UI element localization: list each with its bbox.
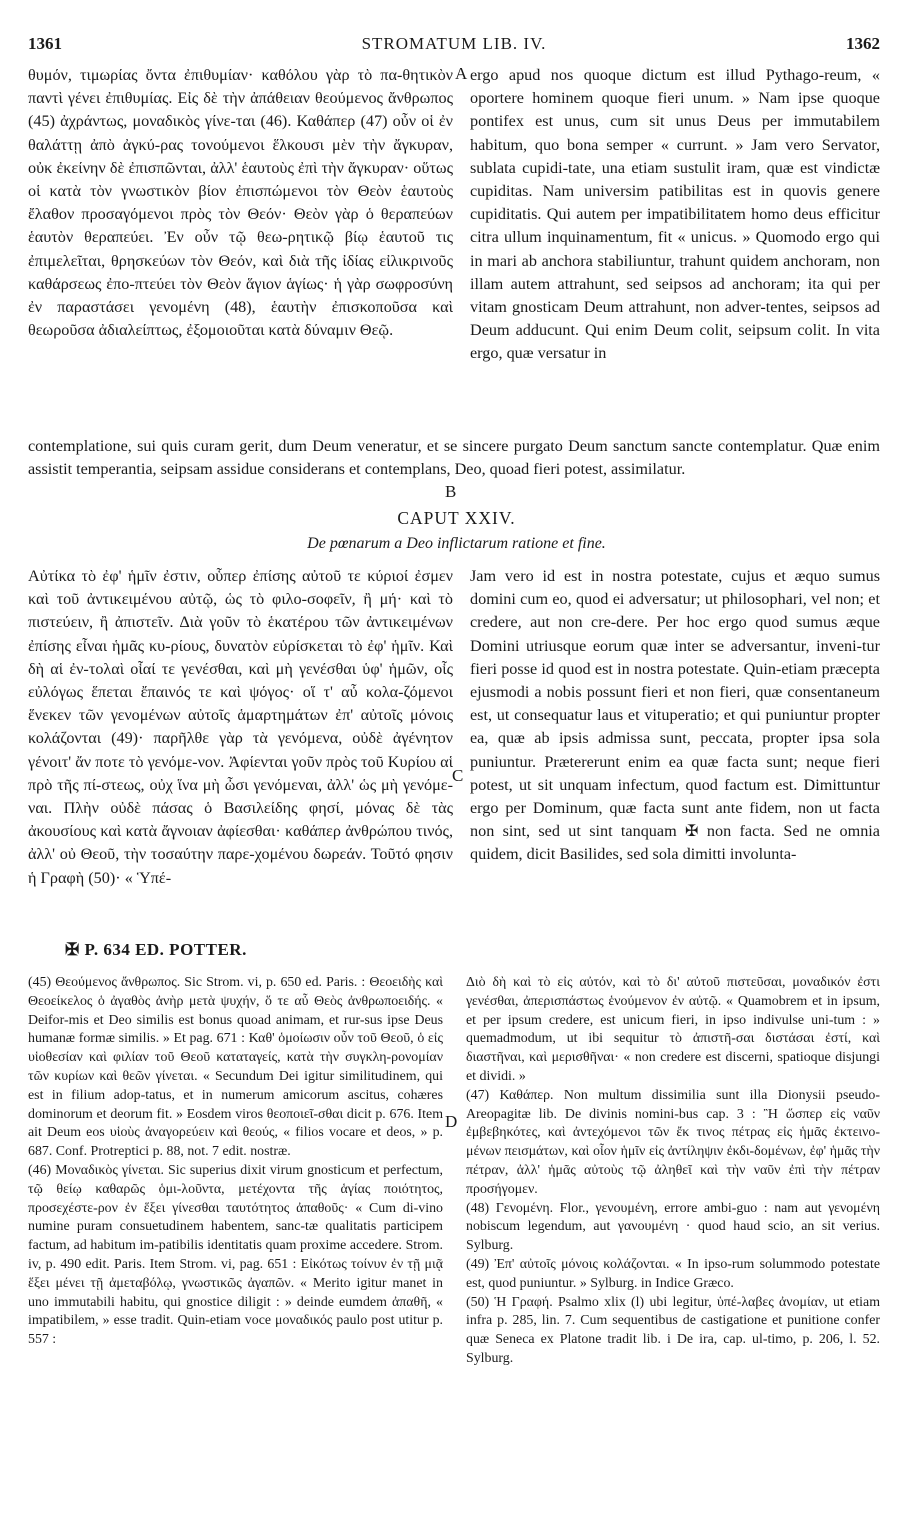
running-title: STROMATUM LIB. IV.	[361, 34, 547, 53]
page-number-right: 1362	[846, 34, 880, 53]
running-header	[28, 34, 880, 58]
note-50: (50) Ἡ Γραφή. Psalmo xlix (l) ubi legitur, ὑπέ-λαβες ἀνομίαν, ut etiam infra p. 285, lin. 7. Cum sequentibus de castigatione et punitione confer quæ Seneca ex Platone tradit lib. i De ira, cap. ul-timo, p. 206, l. 52. Sylburg.	[466, 1294, 880, 1366]
notes-left-column	[28, 974, 443, 1350]
latin-text-top: ergo apud nos quoque dictum est illud Pythago-reum, « oportere hominem quoque fieri unum. » Nam ipse quoque pontifex est unus, cum sit unus Deus per immutabilem habitum, quo bona semper « currunt. » Jam vero Servator, sublata cupidi-tate, una etiam sustulit iram, quæ est vindictæ cupiditas. Nam universim patibilitas est in quovis genere cupiditatis. Qui autem per impatibilitatem homo deus efficitur citra ullum inquinamentum, fit « unicus. » Quomodo ergo qui in mari ab anchora stabiliuntur, trahunt quidem anchoram, non illam autem attrahunt, sed seipsos ad anchoram; ita qui per vitam gnosticam Deum attrahunt, non adver-tentes, seipsos ad Deum adducunt. Qui enim Deum colit, seipsum colit. In vita ergo, quæ versatur in	[470, 66, 880, 363]
greek-text-top: θυμόν, τιμωρίας ὄντα ἐπιθυμίαν· καθόλου γὰρ τὸ πα-θητικὸν παντὶ γένει ἐπιθυμίας. Εἰς δὲ τὴν ἀπάθειαν θεούμενος ἄνθρωπος (45) ἀχράντως, μοναδικὸς γίνε-ται (46). Καθάπερ (47) οὖν οἱ ἐν θαλάττῃ ἀπὸ ἀγκύ-ρας τονούμενοι ἕλκουσι μὲν τὴν ἄγκυραν, οὐκ ἐκείνην δὲ ἐπισπῶνται, ἀλλ' ἑαυτοὺς ἐπὶ τὴν ἄγκυραν· οὕτως οἱ κατὰ τὸν γνωστικὸν βίον ἐπισπώμενοι τὸν Θεὸν ἑαυτοὺς ἔλαθον προσαγόμενοι πρὸς τὸν Θεόν· Θεὸν γὰρ ὁ θεραπεύων ἑαυτὸν θεραπεύει. Ἐν οὖν τῷ θεω-ρητικῷ βίῳ ἑαυτοῦ τις ἐπιμελεῖται, θρησκεύων τὸν Θεόν, καὶ διὰ τῆς ἰδίας εἰλικρινοῦς καθάρσεως ἐπο-πτεύει τὸν Θεὸν ἅγιον ἁγίως· ἡ γὰρ σωφροσύνη ἐν παραστάσει γενομένη (48), ἑαυτὴν ἐπισκοποῦσα καὶ θεωροῦσα ἀδιαλείπτως, ἐξομοιοῦται κατὰ δύναμιν Θεῷ.	[28, 66, 453, 340]
note-46-continuation: Διὸ δὴ καὶ τὸ εἰς αὐτόν, καὶ τὸ δι' αὐτοῦ πιστεῦσαι, μοναδικόν ἐστι γενέσθαι, ἀπερισπάστως ἑνούμενον ἐν αὐτῷ. « Quamobrem et in ipsum, et per ipsum credere, est unicum fieri, in ipso indivulse uni-tum : » quemadmodum, ut ibi sequitur τὸ ἀπιστῆ-σαι διστάσαι ἐστί, καὶ διαστῆναι, καὶ μερισθῆναι· « non credere est discerni, spatioque disjungi et dividi. »	[466, 975, 880, 1084]
greek-column-middle	[28, 565, 453, 890]
potter-edition-marker: ✠ P. 634 ED. POTTER.	[65, 940, 247, 959]
latin-column-middle	[470, 565, 880, 867]
notes-right-column	[466, 974, 880, 1369]
note-45: (45) Θεούμενος ἄνθρωπος. Sic Strom. vi, p. 650 ed. Paris. : Θεοειδὴς καὶ Θεοείκελος ὁ ἀγαθὸς ἀνὴρ μετὰ ψυχήν, ὅ τε αὖ Θεὸς ἀνθρωποειδής. « Deifor-mis et Deo similis est bonus quoad animam, et rur-sus ipse Deus humanæ formæ similis. » Et pag. 671 : Καθ' ὁμοίωσιν οὖν τοῦ Θεοῦ, ὁ εἰς υἱοθεσίαν καὶ φιλίαν τοῦ Θεοῦ καταταγείς, κατὰ τὴν συγκλη-ρονομίαν τῶν κυρίων καὶ θεῶν γίνεται. « Secundum Dei igitur similitudinem, qui est in filium adop-tatus, et in numerum amicorum ascitus, cohæres dominorum et deorum fit. » Eosdem viros θεοποιεῖ-σθαι dicit p. 676. Item ait Deum eos υἱοὺς ἀναγορεύειν καὶ θεούς, « filios vocare et deos, » p. 687. Conf. Protreptici p. 88, not. 7 edit. nostræ.	[28, 975, 443, 1160]
latin-text-middle: Jam vero id est in nostra potestate, cujus et æquo sumus domini cum eo, quod ei adversatur; ut philosophari, vel non; et credere, aut non cre-dere. Per hoc ergo quod sumus æque Domini utriusque eorum quæ inter se adversantur, inveni-tur fieri posse id quod est in nostra potestate. Quin-etiam præcepta ejusmodi a nobis possunt fieri et non fieri, quæ consentaneum est, ut consequatur laus et vituperatio; et qui puniuntur propter ea, quæ ab ipsis admissa sunt, peccata, propter ipsa sola puniuntur. Prætererunt enim ea quæ facta sunt; neque fieri potest, ut sit unquam infectum, quod factum est. Dimittuntur ergo per Dominum, quæ facta sunt ante fidem, non ut facta non sint, sed ut sint tanquam ✠ non facta. Sed ne omnia quidem, dicit Basilides, sed sola dimitti involunta-	[470, 567, 880, 864]
latin-column-top	[470, 64, 880, 366]
margin-marker-d: D	[445, 1112, 458, 1131]
note-49: (49) Ἐπ' αὐτοῖς μόνοις κολάζονται. « In ipso-rum solummodo potestate est, quod puniuntur. » Sylburg. in Indice Græco.	[466, 1256, 880, 1291]
note-47: (47) Καθάπερ. Non multum dissimilia sunt illa Dionysii pseudo-Areopagitæ lib. De divinis nomini-bus cap. 3 : Ἢ ὥσπερ εἰς ναῦν ἐμβεβηκότες, καὶ ἀντεχόμενοι τῶν ἔκ τινος πέτρας εἰς ἡμᾶς ἐκτεινο-μένων πεισμάτων, καὶ οἷον ἡμῖν εἰς ἀντίληψιν ἐκδι-δομένων, ἐφ' ἡμᾶς τὴν πέτραν, ἀλλ' ἡμᾶς αὐτοὺς τῷ ἀληθεῖ καὶ τὴν ναῦν ἐπὶ τὴν πέτραν προσήγομεν.	[466, 1087, 880, 1197]
margin-marker-c: C	[452, 766, 464, 785]
greek-text-middle: Αὐτίκα τὸ ἐφ' ἡμῖν ἐστιν, οὗπερ ἐπίσης αὐτοῦ τε κύριοί ἐσμεν καὶ τοῦ ἀντικειμένου αὐτῷ, ὡς τὸ φιλο-σοφεῖν, ἢ μή· καὶ τὸ πιστεύειν, ἢ ἀπιστεῖν. Διὰ γοῦν τὸ ἑκατέρου τῶν ἀντικειμένων ἐπίσης εἶναι ἡμᾶς κυ-ρίους, δυνατὸν εὑρίσκεται τὸ ἐφ' ἡμῖν. Καὶ δὴ αἱ ἐν-τολαὶ οἷαί τε γενέσθαι, καὶ μὴ γενέσθαι ὑφ' ἡμῶν, οἷς εὐλόγως ἕπεται ἔπαινός τε καὶ ψόγος· οἵ τ' αὖ κολα-ζόμενοι ἕνεκεν τῶν γενομένων αὐτοῖς ἁμαρτημάτων ἐπ' αὐτοῖς μόνοις κολάζονται (49)· παρῆλθε γὰρ τὰ γενόμενα, οὐδὲ ἀγένητον γένοιτ' ἄν ποτε τὸ γενόμε-νον. Ἀφίενται γοῦν πρὸς τοῦ Κυρίου αἱ πρὸ τῆς πί-στεως, οὐχ ἵνα μὴ ὦσι γενόμεναι, ἀλλ' ὡς μὴ γενόμε-ναι. Πλὴν οὐδὲ πάσας ὁ Βασιλείδης φησί, μόνας δὲ τὰς ἀκουσίους καὶ κατὰ ἄγνοιαν ἀφίεσθαι· καθάπερ ἀνθρώπου τινός, ἀλλ' οὐ Θεοῦ, τὴν τοσαύτην παρε-χομένου δωρεάν. Τοῦτό φησιν ἡ Γραφὴ (50)· « Ὑπέ-	[28, 567, 453, 887]
margin-marker-b: B	[445, 482, 457, 501]
latin-full-width-continuation: contemplatione, sui quis curam gerit, dum Deum veneratur, et se sincere purgato Deum sanctum sancte contemplatur. Quæ enim assistit temperantia, seipsam assidue considerans et contemplans, Deo, quoad fieri potest, assimilatur.	[28, 437, 880, 479]
page-number-left: 1361	[28, 34, 62, 53]
note-48: (48) Γενομένη. Flor., γενουμένη, errore ambi-guo : nam aut γενομένη nobiscum legendum, aut γανουμένη · quod haud scio, an sit verius. Sylburg.	[466, 1200, 880, 1254]
margin-marker-a: A	[455, 64, 468, 83]
greek-column-top	[28, 64, 453, 342]
chapter-subtitle: De pœnarum a Deo inflictarum ratione et fine.	[307, 535, 606, 552]
chapter-title: CAPUT XXIV.	[397, 508, 516, 528]
note-46: (46) Μοναδικὸς γίνεται. Sic superius dixit virum gnosticum et perfectum, τῷ θείῳ καθαρῶς ὁμι-λοῦντα, μετέχοντα τῆς ἁγίας ποιότητος, προσεχέστε-ρον ἐν ἕξει γίνεσθαι ταυτότητος ἀπαθοῦς· « Cum di-vino numine puram consuetudinem habentem, sanc-tæ qualitatis participem factum, ad habitum im-patibilis identitatis quam proxime accedere. Strom. iv, p. 490 edit. Paris. Item Strom. vi, pag. 651 : Εἰκότως τοίνυν ἐν τῇ μιᾷ ἕξει μένει τῇ ἀμεταβόλῳ, γνωστικῶς ἀγαπῶν. « Merito igitur manet in uno immutabili habitu, qui gnostice diligit : » deinde eumdem ἀπαθῆ, « impatibilem, » esse tradit. Quin-etiam voce μοναδικός paulo post utitur p. 557 :	[28, 1162, 443, 1348]
